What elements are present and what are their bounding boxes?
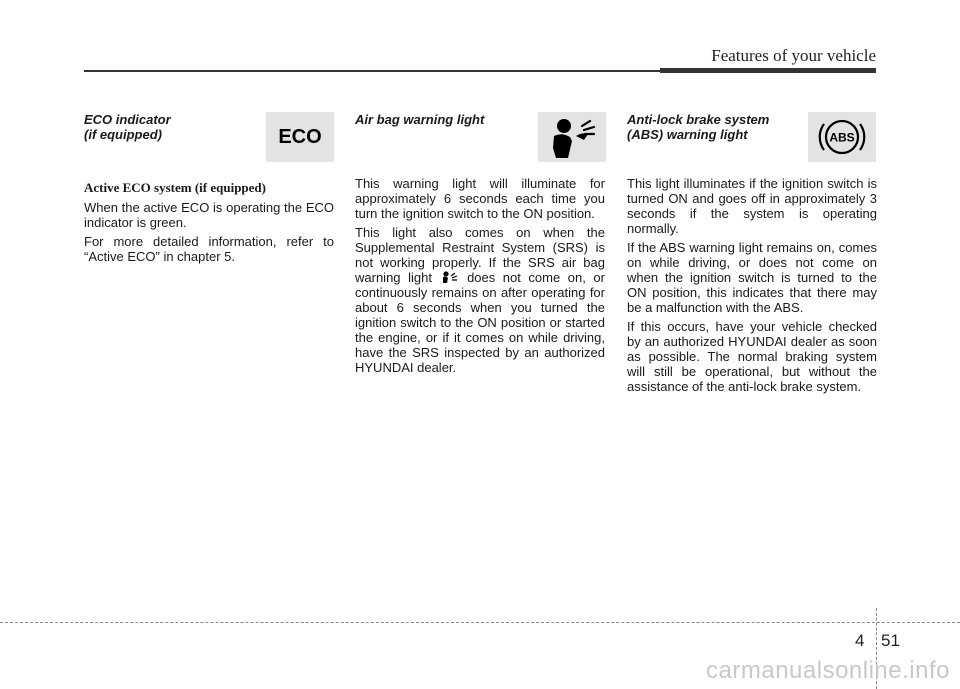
watermark: carmanualsonline.info [706,657,950,684]
page-header-title: Features of your vehicle [711,46,876,65]
abs-warning-icon [808,112,876,162]
abs-section-title: Anti-lock brake system (ABS) warning light [627,112,770,142]
eco-section-title: ECO indicator (if equipped) [84,112,171,142]
airbag-icon-graphic [538,112,606,162]
airbag-paragraph-1: This warning light will illuminate for approximately 6 seconds each time you turn the ignition switch to the ON position. [355,176,605,221]
airbag-warning-inline-icon [440,271,460,284]
abs-icon-graphic [808,112,876,162]
header-rule-accent [660,68,876,73]
footer-rule [0,622,960,623]
eco-indicator-icon [266,112,334,162]
airbag-section-title: Air bag warning light [355,112,485,127]
airbag-warning-icon [538,112,606,162]
chapter-number: 4 [855,631,865,650]
abs-paragraph-1: This light illuminates if the ignition switch is turned ON and goes off in approximately 3 seconds if the system is operating normally. [627,176,877,236]
eco-paragraph-1: When the active ECO is operating the ECO indicator is green. [84,200,334,230]
page-number: 51 [881,631,900,650]
airbag-paragraph-2: This light also comes on when the Supplemental Restraint System (SRS) is not working properly. If the SRS air bag warning light does not come on, or continuously remains on after operating for about 6 seconds when you turned the ignition switch to the ON position or started the engine, or if it comes on while driving, have the SRS inspected by an authorized HYUNDAI dealer. [355,225,605,375]
abs-icon-label: ABS [829,130,855,145]
eco-subheading: Active ECO system (if equipped) [84,180,266,195]
abs-paragraph-3: If this occurs, have your vehicle checked by an authorized HYUNDAI dealer as soon as possible. The normal braking system will still be operational, but without the assistance of the anti-lock brake system. [627,319,877,394]
eco-paragraph-2: For more detailed information, refer to “Active ECO” in chapter 5. [84,234,334,264]
eco-icon-label: ECO [278,126,322,148]
abs-paragraph-2: If the ABS warning light remains on, comes on while driving, or does not come on when the ignition switch is turned to the ON position, this indicates that there may be a malfunction with the ABS. [627,240,877,315]
